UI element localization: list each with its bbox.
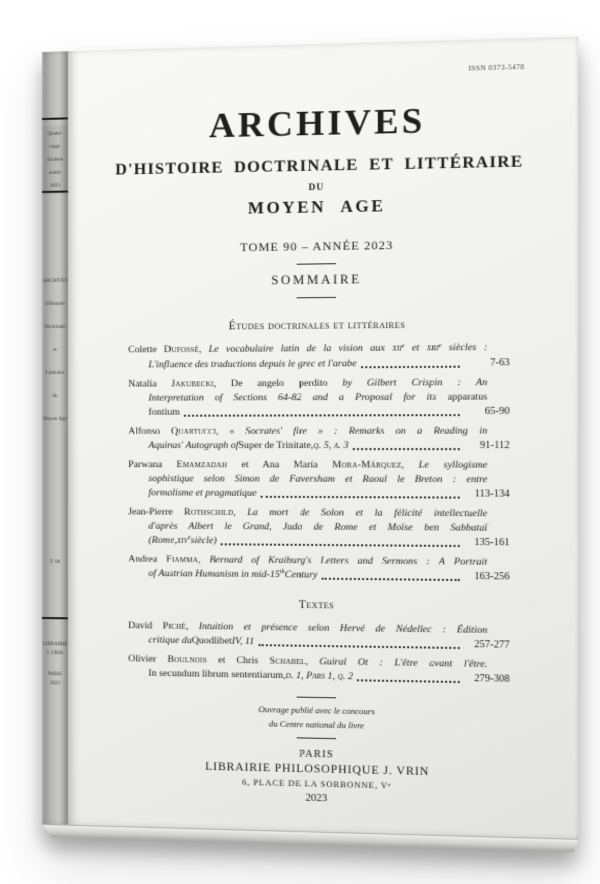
toc-text-segment: Mora-Márquez bbox=[332, 459, 402, 471]
support-note bbox=[114, 700, 525, 736]
book-spine bbox=[42, 51, 68, 824]
spine-title-word: Littéraire bbox=[45, 370, 65, 376]
publisher-city: PARIS bbox=[298, 748, 334, 761]
toc-text-segment: Parwana bbox=[128, 459, 177, 471]
toc-text-segment: e bbox=[438, 343, 442, 350]
page-range: 113-134 bbox=[474, 488, 510, 500]
book bbox=[42, 37, 578, 853]
toc-text-segment: d'après Albert le Grand, Juda de Rome et Moïse ben Sabbataï bbox=[148, 520, 488, 534]
toc-text-segment: critique du bbox=[148, 634, 192, 647]
toc-text-segment: Bernard of Kraiburg's Letters and Sermons : A Portrait bbox=[209, 554, 488, 568]
spine-title-word: Moyen Age bbox=[43, 416, 67, 422]
toc-text-segment: Rothschild bbox=[184, 506, 234, 519]
page-range: 279-308 bbox=[474, 672, 510, 685]
spine-title-word: Doctrinale bbox=[44, 324, 66, 330]
page-range: 163-256 bbox=[474, 570, 510, 583]
spine-edition-line: 2023 bbox=[49, 183, 60, 189]
publisher-address-sup: e bbox=[388, 782, 392, 789]
toc-text-segment: Intuition et présence selon Hervé de Nédellec : Édition bbox=[198, 620, 488, 637]
spine-city-line: 2023 bbox=[49, 681, 60, 687]
toc-text-segment: Olivier bbox=[128, 653, 168, 665]
spine-band bbox=[42, 617, 68, 619]
spine-publisher-line: J. VRIN bbox=[46, 651, 64, 657]
toc-entry bbox=[128, 619, 509, 653]
toc-entry-line bbox=[128, 376, 487, 392]
support-note-line2: du Centre national du livre bbox=[268, 718, 365, 731]
toc-text-segment: Piché bbox=[162, 620, 186, 632]
tome-year-line: TOME 90 – ANNÉE 2023 bbox=[240, 237, 394, 255]
toc-text-segment: David bbox=[128, 620, 163, 632]
toc-text-segment: , bbox=[401, 459, 419, 471]
toc-text-segment: « Socrates' fire » : Remarks on a Reading in bbox=[229, 425, 488, 437]
dot-leader bbox=[353, 448, 460, 450]
spine-band bbox=[42, 117, 68, 120]
toc-text-segment: Jakubecki bbox=[171, 378, 214, 390]
toc-text-segment: Aquinas' Autograph of bbox=[148, 439, 239, 452]
toc-text-segment: xii bbox=[392, 342, 402, 354]
page-range: 91-112 bbox=[479, 439, 510, 452]
spine-publisher bbox=[42, 640, 68, 658]
toc-text-segment: Century bbox=[284, 569, 318, 581]
toc-entry bbox=[128, 652, 509, 687]
toc-text-segment: Andrea bbox=[128, 553, 167, 566]
toc-text-segment: (Rome, bbox=[148, 534, 177, 546]
toc-entry-line bbox=[128, 405, 509, 420]
toc-text-segment: fontium bbox=[148, 406, 180, 418]
page-range: 65-90 bbox=[484, 405, 510, 418]
toc-text-segment: Colette bbox=[128, 344, 164, 356]
page-range: 7-63 bbox=[490, 357, 510, 369]
toc-text-segment: , De angelo perdito bbox=[213, 377, 343, 390]
book-cover bbox=[68, 37, 578, 839]
journal-subtitle: D'HISTOIRE DOCTRINALE ET LITTÉRAIRE bbox=[115, 153, 524, 179]
toc-text-segment: In secundum librum sententiarum, bbox=[148, 667, 286, 682]
publisher-name: LIBRAIRIE PHILOSOPHIQUE J. VRIN bbox=[205, 760, 430, 779]
toc-text-segment: q. 5, a. 3 bbox=[313, 439, 349, 452]
divider-rule bbox=[297, 263, 336, 265]
toc-section-heading: Textes bbox=[298, 598, 335, 612]
toc-entry bbox=[128, 553, 509, 585]
toc-entry-line bbox=[128, 486, 509, 502]
divider-rule bbox=[297, 738, 336, 740]
toc-text-segment: by Gilbert Crispin : An bbox=[342, 376, 488, 389]
spine-edition-line: Quatre-vingt- bbox=[47, 131, 63, 150]
toc-entry bbox=[128, 505, 509, 550]
dot-leader bbox=[221, 543, 460, 547]
publisher-address-text: 6, PLACE DE LA SORBONNE, V bbox=[242, 776, 389, 791]
toc-text-segment: Dufossé bbox=[163, 343, 200, 356]
table-of-contents bbox=[128, 317, 509, 687]
spine-title-word: du bbox=[52, 393, 58, 399]
toc-text-segment: Guiral Ot : L'être avant l'être. bbox=[319, 656, 488, 671]
toc-entry-line bbox=[128, 534, 509, 551]
toc-text-segment: IV, 11 bbox=[231, 635, 255, 648]
page-range: 257-277 bbox=[474, 638, 510, 651]
toc-entry-line bbox=[128, 424, 487, 439]
spine-city-line: PARIS bbox=[48, 672, 62, 678]
spine-title-word: ARCHIVES bbox=[42, 278, 68, 284]
divider-rule bbox=[297, 297, 336, 298]
toc-entry-line bbox=[128, 356, 509, 372]
toc-text-segment: Natalia bbox=[128, 378, 172, 390]
dot-leader bbox=[184, 414, 460, 417]
issn-label: ISSN 0373-5478 bbox=[468, 63, 525, 73]
toc-entry bbox=[128, 458, 509, 502]
toc-text-segment: Le syllogisme bbox=[418, 459, 488, 471]
toc-text-segment: Boulnois bbox=[167, 653, 207, 666]
toc-text-segment: Emamzadah bbox=[176, 459, 228, 471]
toc-text-segment: , bbox=[198, 554, 210, 566]
toc-text-segment: apparatus bbox=[447, 391, 488, 403]
spine-title-word: d'Histoire bbox=[45, 301, 65, 307]
toc-entry bbox=[128, 341, 509, 373]
spine-edition-line: année bbox=[49, 170, 61, 176]
dot-leader bbox=[258, 644, 459, 649]
toc-text-segment: Quodlibet bbox=[191, 635, 232, 647]
toc-entry-line bbox=[128, 341, 487, 359]
journal-title: ARCHIVES bbox=[208, 100, 426, 146]
toc-text-segment: of Austrian Humanism in mid-15 bbox=[148, 567, 280, 581]
toc-text-segment: et bbox=[404, 342, 427, 354]
toc-text-segment: Quartucci bbox=[170, 425, 217, 437]
toc-text-segment: , bbox=[233, 506, 248, 519]
toc-text-segment: siècles : bbox=[441, 341, 488, 354]
toc-text-segment: Alfonso bbox=[128, 425, 171, 437]
toc-text-segment: xiii bbox=[426, 342, 439, 354]
toc-text-segment: Interpretation of Sections 64-82 and a Proposal for its bbox=[148, 391, 448, 404]
toc-text-segment: , bbox=[199, 343, 209, 355]
toc-text-segment: th bbox=[279, 569, 285, 576]
page-range: 135-161 bbox=[474, 536, 510, 549]
toc-entry-line bbox=[128, 439, 509, 453]
toc-text-segment: Jean-Pierre bbox=[128, 506, 185, 518]
dot-leader bbox=[357, 679, 460, 683]
toc-text-segment: L'influence des traductions depuis le grec et l'arabe bbox=[148, 358, 357, 371]
dot-leader bbox=[361, 366, 460, 369]
toc-text-segment: xiv bbox=[176, 534, 188, 547]
dot-leader bbox=[322, 578, 460, 581]
toc-text-segment: et Chris bbox=[206, 654, 270, 667]
toc-text-segment: La mort de Solon et la félicité intellectuelle bbox=[247, 506, 488, 520]
toc-text-segment: , bbox=[305, 655, 320, 668]
toc-text-segment: formalisme et pragmatique bbox=[148, 487, 257, 499]
spine-edition-label bbox=[42, 125, 68, 195]
toc-text-segment: Le vocabulaire latin de la vision aux bbox=[208, 342, 393, 355]
toc-text-segment: sophistique selon Simon de Faversham et Raoul le Breton : entre bbox=[148, 473, 488, 486]
toc-text-segment: Schabel bbox=[269, 655, 306, 668]
toc-entry bbox=[128, 376, 509, 420]
toc-section-heading: Études doctrinales et littéraires bbox=[228, 318, 406, 333]
toc-text-segment: Super de Trinitate, bbox=[238, 439, 314, 452]
toc-text-segment: , bbox=[216, 425, 230, 437]
toc-entry-line bbox=[128, 472, 487, 487]
spine-city-year bbox=[42, 670, 68, 688]
divider-rule bbox=[297, 697, 336, 699]
toc-entry-line bbox=[128, 458, 487, 473]
toc-text-segment: et Ana María bbox=[227, 459, 333, 471]
journal-subtitle-du: DU bbox=[308, 181, 325, 193]
spine-title-word: et bbox=[53, 347, 57, 353]
publication-year: 2023 bbox=[305, 792, 328, 805]
toc-entry-line bbox=[128, 390, 487, 405]
spine-tome-label: T. 90 bbox=[49, 560, 61, 566]
toc-text-segment: siècle) bbox=[190, 534, 217, 547]
spine-publisher-line: LIBRAIRIE bbox=[42, 642, 68, 648]
toc-text-segment: Fiamma bbox=[166, 553, 199, 566]
toc-text-segment: d. 1, Pars 1, q. 2 bbox=[285, 669, 354, 683]
spine-title bbox=[42, 270, 68, 431]
dot-leader bbox=[261, 496, 460, 499]
spine-edition-line: dixième bbox=[46, 157, 63, 163]
toc-text-segment: e bbox=[401, 343, 405, 350]
toc-entry bbox=[128, 424, 509, 453]
sommaire-heading: SOMMAIRE bbox=[271, 272, 362, 288]
toc-text-segment: e bbox=[187, 535, 191, 542]
journal-subtitle2: MOYEN AGE bbox=[247, 195, 386, 218]
support-note-line1: Ouvrage publié avec le concours bbox=[258, 704, 375, 717]
toc-text-segment: , bbox=[185, 620, 199, 633]
